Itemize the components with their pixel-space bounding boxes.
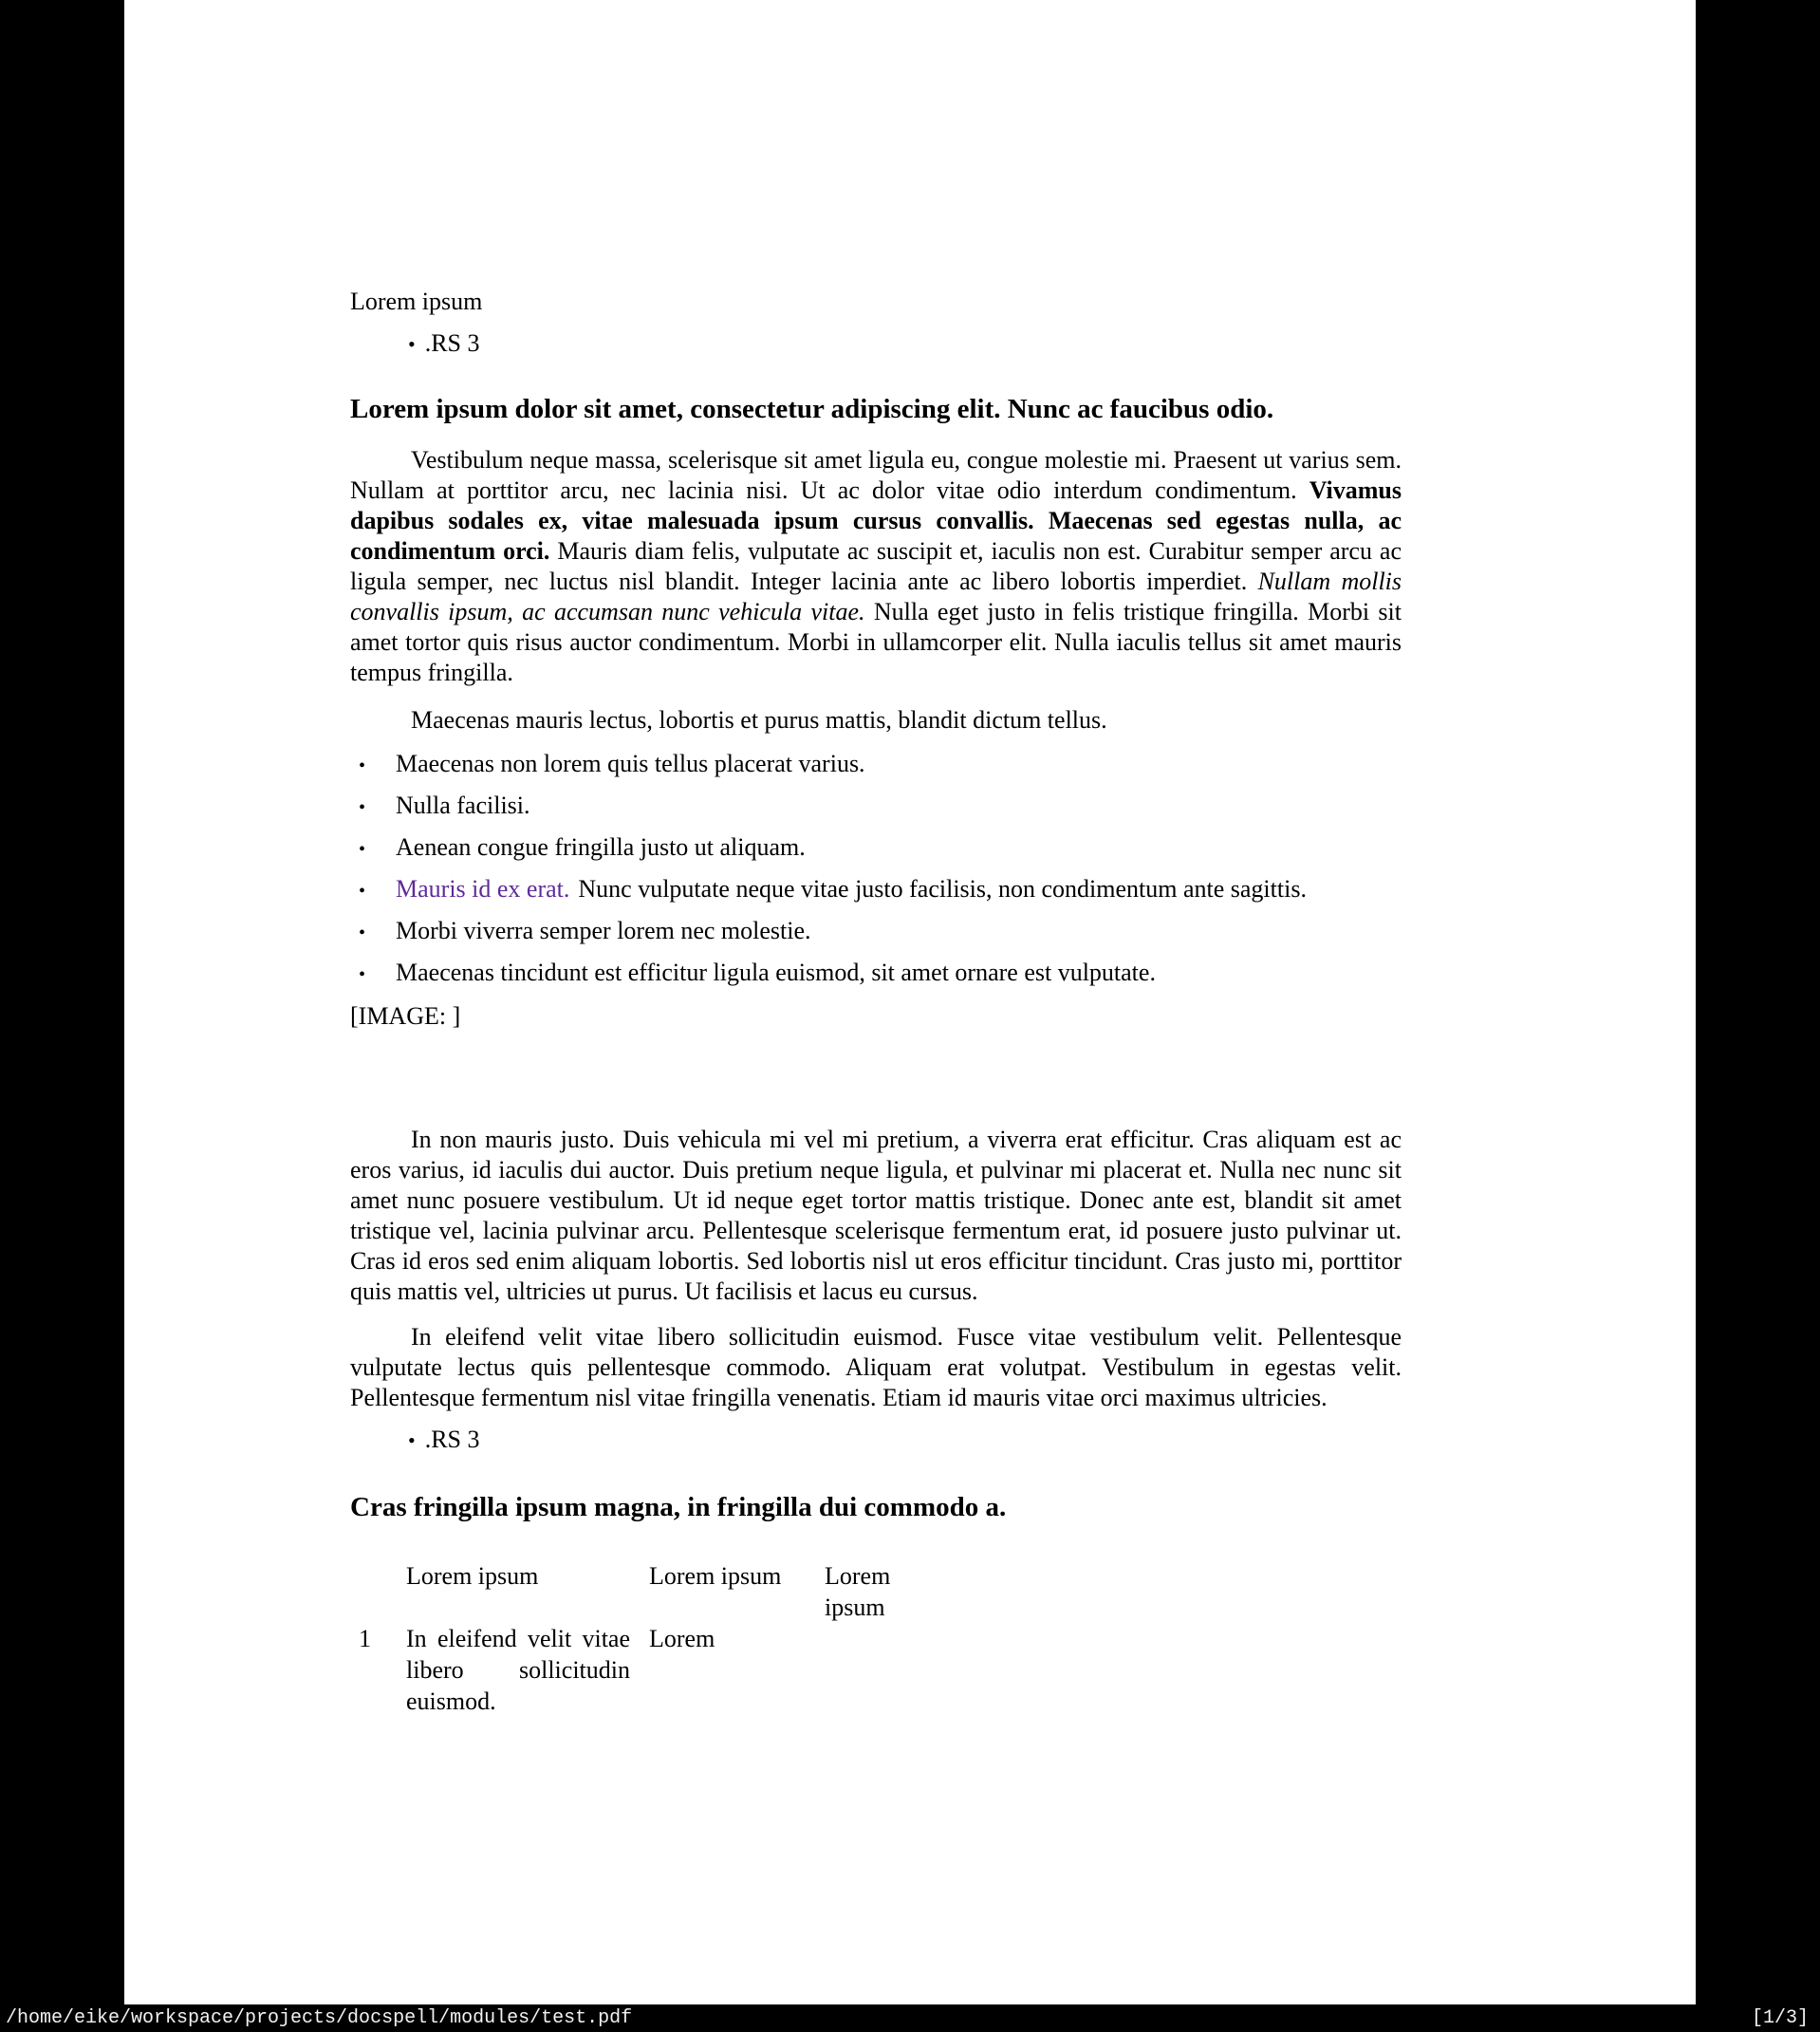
hyperlink-mauris-id-ex-erat[interactable]: Mauris id ex erat. xyxy=(396,875,570,903)
data-table xyxy=(359,1560,1402,1717)
paragraph-maecenas: Maecenas mauris lectus, lobortis et purus mattis, blandit dictum tellus. xyxy=(411,706,1107,734)
intro-label: Lorem ipsum xyxy=(350,288,483,315)
table-column-header: Lorem ipsum xyxy=(406,1562,539,1590)
list-item xyxy=(350,958,1402,990)
table-cell: In eleifend velit vitae libero sollicitudin euismod. xyxy=(406,1625,630,1715)
bullet-list xyxy=(350,749,1402,990)
list-item xyxy=(350,791,1402,823)
list-item xyxy=(350,749,1402,781)
list-item-text: Maecenas non lorem quis tellus placerat varius. xyxy=(396,750,865,777)
section-heading-1: Lorem ipsum dolor sit amet, consectetur adipiscing elit. Nunc ac faucibus odio. xyxy=(350,394,1274,424)
list-item-text-rest: Nunc vulputate neque vitae justo facilisis, non condimentum ante sagittis. xyxy=(578,875,1307,903)
list-item xyxy=(350,832,1402,865)
pdf-page[interactable] xyxy=(124,0,1696,2004)
list-item xyxy=(350,874,1402,906)
document-content xyxy=(350,0,1402,1717)
list-item-text: Aenean congue fringilla justo ut aliquam. xyxy=(396,833,806,861)
list-item-text xyxy=(396,874,1307,904)
paragraph-3: In eleifend velit vitae libero sollicitudin euismod. Fusce vitae vestibulum velit. Pellentesque vulputate lectus quis pellentesque commodo. Aliquam erat volutpat. Vestibulum in egestas velit. Pellentesque fermentum nisl vitae fringilla venenatis. Etiam id mauris vitae orci maximus ultricies. xyxy=(350,1323,1402,1411)
list-item-text: Maecenas tincidunt est efficitur ligula euismod, sit amet ornare est vulputate. xyxy=(396,959,1156,986)
status-bar-page-indicator: [1/3] xyxy=(1751,2007,1809,2029)
bullet-icon: • xyxy=(408,332,416,356)
list-item xyxy=(350,916,1402,948)
bullet-icon: • xyxy=(359,755,366,776)
table-column-header: Lorem ipsum xyxy=(649,1562,782,1590)
bullet-icon: • xyxy=(359,923,366,943)
status-bar xyxy=(0,2004,1820,2032)
rs-bullet-item-1 xyxy=(408,328,1402,360)
table-column-header: Lorem ipsum xyxy=(825,1562,891,1621)
section-heading-2: Cras fringilla ipsum magna, in fringilla dui commodo a. xyxy=(350,1492,1007,1522)
table-cell: Lorem xyxy=(649,1625,715,1652)
list-item-text: Nulla facilisi. xyxy=(396,792,530,819)
bullet-icon: • xyxy=(359,839,366,860)
rs-bullet-label-2: .RS 3 xyxy=(424,1426,480,1453)
rs-bullet-item-2 xyxy=(408,1425,1402,1456)
list-item-text: Morbi viverra semper lorem nec molestie. xyxy=(396,917,811,944)
bullet-icon: • xyxy=(359,797,366,818)
table-header-spacer xyxy=(359,1560,406,1623)
rs-bullet-label-1: .RS 3 xyxy=(424,329,480,357)
paragraph-1: Vestibulum neque massa, scelerisque sit amet ligula eu, congue molestie mi. Praesent ut varius sem. Nullam at porttitor arcu, nec lacinia nisi. Ut ac dolor vitae odio interdum condimentum. Vivamus dapibus sodales ex, vitae malesuada ipsum cursus convallis. Maecenas sed egestas nulla, ac condimentum orci. Mauris diam felis, vulputate ac suscipit et, iaculis non est. Curabitur semper arcu ac ligula semper, nec luctus nisl blandit. Integer lacinia ante ac libero lobortis imperdiet. Nullam mollis convallis ipsum, ac accumsan nunc vehicula vitae. Nulla eget justo in felis tristique fringilla. Morbi sit amet tortor quis risus auctor condimentum. Morbi in ullamcorper elit. Nulla iaculis tellus sit amet mauris tempus fringilla. xyxy=(350,446,1402,686)
image-placeholder: [IMAGE: ] xyxy=(350,1002,461,1030)
table-row-number: 1 xyxy=(359,1625,371,1652)
table-cell xyxy=(825,1623,948,1717)
bullet-icon: • xyxy=(359,881,366,902)
bullet-icon: • xyxy=(408,1428,416,1452)
status-bar-file-path: /home/eike/workspace/projects/docspell/modules/test.pdf xyxy=(6,2007,633,2029)
paragraph-2: In non mauris justo. Duis vehicula mi vel mi pretium, a viverra erat efficitur. Cras aliquam est ac eros varius, id iaculis dui auctor. Duis pretium neque ligula, et pulvinar mi placerat et. Nulla nec nunc sit amet nunc posuere vestibulum. Ut id neque eget tortor mattis tristique. Donec ante est, blandit sit amet tristique vel, lacinia pulvinar arcu. Pellentesque scelerisque fermentum erat, id posuere justo pulvinar ut. Cras id eros sed enim aliquam lobortis. Sed lobortis nisl ut eros efficitur tincidunt. Cras justo mi, porttitor quis mattis vel, ultricies ut purus. Ut facilisis et lacus eu cursus. xyxy=(350,1126,1402,1305)
bullet-icon: • xyxy=(359,964,366,985)
